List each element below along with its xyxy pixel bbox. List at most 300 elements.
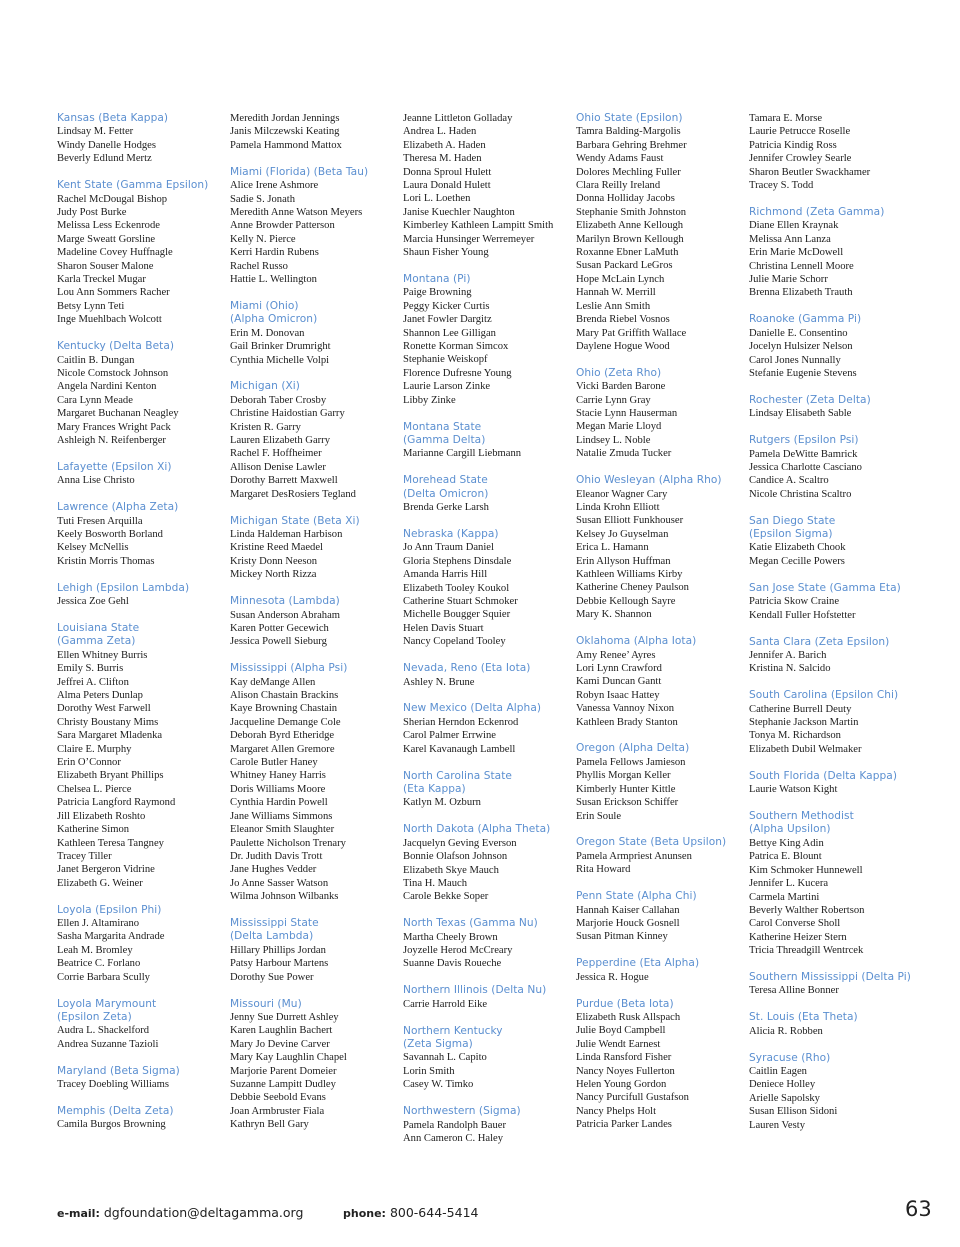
chapter-heading: Pepperdine (Eta Alpha) [576, 957, 700, 970]
donor-name: Deborah Byrd Etheridge [230, 730, 335, 742]
donor-name: Ashleigh N. Reifenberger [57, 434, 166, 446]
donor-name: Arielle Sapolsky [749, 1092, 820, 1104]
chapter-heading: Lehigh (Epsilon Lambda) [57, 581, 190, 594]
chapter-section [403, 1105, 571, 1145]
donor-name: Beverly Edlund Mertz [57, 153, 152, 165]
donor-name: Lorin Smith [403, 1065, 455, 1077]
donor-name: Phyllis Morgan Keller [576, 770, 671, 782]
donor-name: Ellen J. Altamirano [57, 918, 140, 930]
donor-name: Casey W. Timko [403, 1079, 474, 1091]
donor-name: Linda Haldeman Harbison [230, 528, 343, 540]
donor-name: Stephanie Weiskopf [403, 354, 488, 366]
chapter-section [576, 998, 744, 1132]
donor-name: Janis Milczewski Keating [230, 126, 340, 138]
donor-name: Claire E. Murphy [57, 743, 132, 755]
donor-name: Karel Kavanaugh Lambell [403, 743, 516, 755]
chapter-section [57, 340, 225, 447]
donor-name: Katherine Heizer Stern [749, 931, 847, 943]
chapter-heading: Michigan (Xi) [230, 380, 300, 393]
donor-name: Peggy Kicker Curtis [403, 300, 490, 312]
chapter-heading: Southern Methodist (Alpha Upsilon) [749, 810, 854, 836]
chapter-section [230, 300, 398, 367]
chapter-section [57, 1065, 225, 1092]
chapter-heading: Roanoke (Gamma Pi) [749, 313, 862, 326]
donor-name: Julie Marie Schorr [749, 273, 828, 285]
donor-name: Mary Frances Wright Pack [57, 421, 171, 433]
donor-name: Leslie Ann Smith [576, 300, 651, 312]
chapter-section [749, 582, 917, 622]
donor-name: Kathleen Brady Stanton [576, 716, 678, 728]
donor-name: Tamra Balding-Margolis [576, 126, 681, 138]
donor-name: Caitlin Eagen [749, 1066, 807, 1078]
donor-name: Carole Butler Haney [230, 757, 318, 769]
chapter-heading: San Diego State (Epsilon Sigma) [749, 514, 836, 541]
donor-name: Theresa M. Haden [403, 153, 482, 165]
donor-name: Andrea Suzanne Tazioli [57, 1038, 159, 1050]
chapter-section [576, 635, 744, 729]
donor-name: Jessica Zoe Gehl [57, 596, 129, 608]
donor-name: Rachel F. Hoffheimer [230, 448, 322, 460]
phone-number: 800-644-5414 [389, 1205, 479, 1220]
chapter-heading: Minnesota (Lambda) [230, 595, 340, 608]
donor-name: Lauren Vesty [749, 1119, 805, 1131]
donor-name: Jeanne Littleton Golladay [403, 113, 513, 124]
phone-label: phone: [343, 1207, 386, 1220]
chapter-heading: Montana State (Gamma Delta) [403, 420, 486, 446]
donor-name: Kelsey Jo Guyselman [576, 528, 669, 540]
donor-name: Sadie S. Jonath [230, 193, 296, 205]
donor-name: Jenny Sue Durrett Ashley [230, 1011, 339, 1023]
donor-name: Nancy Noyes Fullerton [576, 1065, 675, 1077]
donor-name: Corrie Barbara Scully [57, 971, 150, 983]
chapter-section [576, 367, 744, 461]
chapter-heading: Lawrence (Alpha Zeta) [57, 501, 179, 514]
donor-name: Savannah L. Capito [403, 1052, 487, 1064]
donor-name: Kerri Hardin Rubens [230, 247, 319, 259]
donor-name: Laurie Watson Kight [749, 784, 838, 796]
column-1 [57, 112, 225, 1145]
donor-name: Elizabeth A. Haden [403, 139, 486, 151]
donor-name: Teresa Alline Bonner [749, 985, 839, 997]
chapter-section [57, 501, 225, 568]
chapter-section [403, 770, 571, 810]
donor-name: Cynthia Michelle Volpi [230, 354, 330, 366]
chapter-section [403, 474, 571, 514]
donor-name: Kelsey McNellis [57, 542, 129, 554]
donor-name: Sharon Beutler Swackhamer [749, 166, 871, 178]
donor-name: Carol Converse Sholl [749, 918, 841, 930]
column-2 [230, 112, 398, 1145]
donor-name: Jessica R. Hogue [576, 971, 649, 983]
donor-name: Donna Sproul Hulett [403, 166, 492, 178]
donor-name: Helen Young Gordon [576, 1079, 667, 1090]
chapter-section [230, 917, 398, 984]
chapter-heading: Northern Kentucky (Zeta Sigma) [403, 1024, 503, 1051]
chapter-heading: Montana (Pi) [403, 272, 471, 285]
chapter-heading: Kansas (Beta Kappa) [57, 112, 169, 124]
donor-name: Susan Ellison Sidoni [749, 1106, 838, 1118]
donor-name: Cara Lynn Meade [57, 394, 133, 406]
donor-name: Anne Browder Patterson [230, 220, 335, 232]
donor-name: Candice A. Scaltro [749, 475, 829, 487]
donor-name: Jo Anne Sasser Watson [230, 877, 329, 889]
donor-name: Mary Jo Devine Carver [230, 1038, 330, 1050]
donor-name: Laurie Larson Zinke [403, 381, 491, 393]
donor-name: Katherine Cheney Paulson [576, 582, 689, 594]
chapter-section [749, 394, 917, 421]
donor-name: Katie Elizabeth Chook [749, 542, 846, 554]
donor-name: Mary Pat Griffith Wallace [576, 327, 687, 339]
donor-name: Catherine Burrell Deuty [749, 703, 852, 715]
donor-name: Gail Brinker Drumright [230, 341, 331, 353]
donor-name: Melissa Less Eckenrode [57, 220, 160, 232]
chapter-heading: Michigan State (Beta Xi) [230, 514, 360, 527]
email-link[interactable]: dgfoundation@deltagamma.org [103, 1205, 304, 1220]
donor-name: Marilyn Brown Kellough [576, 233, 684, 245]
donor-name: Elizabeth Skye Mauch [403, 864, 499, 876]
donor-name: Hope McLain Lynch [576, 273, 665, 285]
chapter-section [576, 112, 744, 353]
donor-name: Margaret DesRosiers Tegland [230, 488, 356, 500]
donor-name: Meredith Anne Watson Meyers [230, 206, 363, 218]
chapter-section [403, 528, 571, 649]
donor-name: Ronette Korman Simcox [403, 341, 509, 352]
donor-name: Robyn Isaac Hattey [576, 689, 660, 701]
chapter-section [749, 810, 917, 957]
donor-name: Patricia Skow Craine [749, 596, 840, 608]
chapter-heading: Rochester (Zeta Delta) [749, 393, 871, 406]
donor-name: Hattie L. Wellington [230, 273, 317, 285]
donor-name: Karen Laughlin Bachert [230, 1025, 333, 1037]
donor-name: Erin M. Donovan [230, 327, 305, 339]
donor-name: Tamara E. Morse [749, 113, 823, 124]
donor-name: Anna Lise Christo [57, 475, 135, 487]
donor-name: Christy Boustany Mims [57, 716, 159, 728]
donor-name: Megan Cecille Powers [749, 555, 845, 567]
donor-name: Christine Haidostian Garry [230, 408, 345, 420]
donor-name: Janet Bergeron Vidrine [57, 864, 155, 876]
donor-name: Beatrice C. Forlano [57, 958, 141, 970]
donor-name: Windy Danelle Hodges [57, 139, 157, 151]
donor-name: Rita Howard [576, 864, 631, 876]
donor-name: Jeffrei A. Clifton [57, 676, 129, 688]
donor-name: Stephanie Jackson Martin [749, 717, 859, 729]
donor-name: Pamela DeWitte Bamrick [749, 448, 858, 460]
chapter-section [403, 1025, 571, 1092]
donor-name: Jessica Charlotte Casciano [749, 461, 862, 473]
chapter-section [230, 166, 398, 287]
donor-name: Elizabeth Tooley Koukol [403, 582, 510, 594]
donor-name: Tina H. Mauch [403, 877, 468, 889]
donor-name: Pamela Armpriest Anunsen [576, 850, 692, 862]
donor-name: Tracey Tiller [57, 850, 112, 862]
chapter-section [403, 917, 571, 971]
donor-name: Patricia Parker Landes [576, 1119, 672, 1131]
chapter-heading: Oregon State (Beta Upsilon) [576, 836, 727, 849]
chapter-section [230, 595, 398, 649]
donor-name: Rachel McDougal Bishop [57, 193, 168, 205]
donor-name: Patsy Harbour Martens [230, 958, 329, 970]
donor-name: Tonya M. Richardson [749, 730, 841, 742]
donor-name: Bettye King Adin [749, 837, 824, 849]
donor-name: Elizabeth Bryant Phillips [57, 770, 164, 782]
chapter-heading: Rutgers (Epsilon Psi) [749, 434, 859, 447]
footer-phone [343, 1205, 479, 1220]
donor-name: Ellen Whitney Burris [57, 649, 148, 661]
donor-name: Linda Krohn Elliott [576, 501, 660, 513]
chapter-heading: North Dakota (Alpha Theta) [403, 823, 551, 836]
donor-name: Janet Fowler Dargitz [403, 314, 492, 326]
donor-name: Lou Ann Sommers Racher [57, 287, 170, 299]
chapter-heading: Penn State (Alpha Chi) [576, 890, 697, 903]
chapter-heading: Southern Mississippi (Delta Pi) [749, 971, 911, 984]
donor-name: Laurie Petrucce Roselle [749, 126, 851, 138]
donor-name: Dorothy West Farwell [57, 703, 151, 715]
chapter-heading: Northwestern (Sigma) [403, 1105, 521, 1118]
donor-name: Lori Lynn Crawford [576, 662, 662, 674]
donor-name: Alicia R. Robben [749, 1025, 823, 1037]
donor-name: Brenda Riebel Vosnos [576, 314, 670, 326]
donor-name: Marge Sweatt Gorsline [57, 233, 156, 245]
chapter-heading: Oklahoma (Alpha Iota) [576, 635, 697, 648]
chapter-section [230, 515, 398, 582]
donor-name: Nancy Purcifull Gustafson [576, 1092, 689, 1104]
donor-name: Hillary Phillips Jordan [230, 944, 326, 956]
donor-name: Stefanie Eugenie Stevens [749, 367, 857, 379]
donor-name: Alma Peters Dunlap [57, 690, 143, 702]
donor-name: Betsy Lynn Teti [57, 300, 125, 312]
donor-name: Joan Armbruster Fiala [230, 1105, 325, 1117]
donor-name: Stephanie Smith Johnston [576, 206, 687, 218]
donor-name: Shannon Lee Gilligan [403, 327, 496, 339]
chapter-section [749, 689, 917, 756]
donor-name: Marcia Hunsinger Werremeyer [403, 233, 535, 245]
chapter-heading: Ohio Wesleyan (Alpha Rho) [576, 474, 722, 487]
chapter-section [749, 1052, 917, 1132]
donor-name: Lori L. Loethen [403, 193, 471, 205]
chapter-heading: Oregon (Alpha Delta) [576, 742, 690, 755]
chapter-section [576, 890, 744, 944]
donor-name: Patricia Langford Raymond [57, 797, 176, 809]
donor-name: Susan Pitman Kinney [576, 931, 668, 943]
donor-name: Pamela Randolph Bauer [403, 1119, 506, 1131]
donor-name: Sharon Souser Malone [57, 260, 154, 272]
donor-name: Elizabeth Rusk Allspach [576, 1011, 681, 1023]
donor-name: Jennifer A. Barich [749, 649, 827, 661]
chapter-section [749, 112, 917, 192]
donor-name: Marjorie Parent Domeier [230, 1065, 337, 1077]
chapter-section [403, 273, 571, 407]
donor-name: Caitlin B. Dungan [57, 354, 135, 366]
donor-name: Keely Bosworth Borland [57, 528, 163, 540]
donor-name: Lindsey L. Noble [576, 434, 651, 446]
donor-name: Catherine Stuart Schmoker [403, 596, 518, 607]
donor-name: Janise Kuechler Naughton [403, 206, 515, 218]
donor-name: Patricia Kindig Ross [749, 139, 837, 151]
donor-name: Eleanor Wagner Cary [576, 488, 668, 500]
donor-name: Whitney Haney Harris [230, 770, 326, 782]
donor-name: Wilma Johnson Wilbanks [230, 891, 339, 903]
donor-name: Susan Anderson Abraham [230, 609, 341, 621]
donor-name: Shaun Fisher Young [403, 247, 489, 259]
donor-name: Debbie Kellough Sayre [576, 595, 676, 607]
chapter-section [57, 904, 225, 984]
donor-name: Erin Allyson Huffman [576, 555, 671, 567]
donor-name: Carole Bekke Soper [403, 891, 489, 903]
donor-name: Alice Irene Ashmore [230, 180, 319, 192]
donor-name: Emily S. Burris [57, 663, 124, 675]
chapter-heading: Mississippi State (Delta Lambda) [230, 917, 319, 943]
donor-name: Susan Elliott Funkhouser [576, 515, 684, 527]
donor-name: Kelly N. Pierce [230, 233, 296, 245]
donor-name: Carol Jones Nunnally [749, 354, 841, 366]
chapter-heading: Loyola Marymount (Epsilon Zeta) [57, 997, 157, 1023]
donor-name: Kathleen Teresa Tangney [57, 837, 164, 849]
chapter-section [576, 742, 744, 822]
chapter-heading: Nevada, Reno (Eta Iota) [403, 662, 531, 675]
donor-name: Jennifer Crowley Searle [749, 153, 852, 165]
chapter-section [749, 515, 917, 569]
donor-name: Ann Cameron C. Haley [403, 1133, 504, 1144]
donor-name: Doris Williams Moore [230, 783, 326, 795]
chapter-section [749, 434, 917, 501]
chapter-section [749, 770, 917, 797]
chapter-section [57, 582, 225, 609]
donor-name: Brenna Elizabeth Trauth [749, 287, 853, 299]
donor-name: Dolores Mechling Fuller [576, 166, 681, 178]
column-5 [749, 112, 917, 1146]
donor-name: Danielle E. Consentino [749, 327, 848, 339]
donor-name: Wendy Adams Faust [576, 153, 664, 165]
donor-name: Mary Kay Laughlin Chapel [230, 1052, 347, 1064]
donor-name: Hannah Kaiser Callahan [576, 904, 680, 916]
donor-name: Tracey S. Todd [749, 180, 814, 192]
donor-name: Suzanne Lampitt Dudley [230, 1079, 336, 1090]
donor-name: Leah M. Bromley [57, 944, 133, 956]
donor-name: Susan Erickson Schiffer [576, 797, 679, 809]
donor-name: Margaret Buchanan Neagley [57, 408, 179, 420]
donor-name: Kristine Reed Maedel [230, 542, 323, 554]
chapter-section [403, 662, 571, 689]
donor-name: Marjorie Houck Gosnell [576, 917, 680, 929]
donor-name: Kay deMange Allen [230, 676, 316, 688]
donor-name: Chelsea L. Pierce [57, 783, 132, 795]
chapter-section [57, 112, 225, 166]
chapter-heading: Mississippi (Alpha Psi) [230, 662, 348, 675]
donor-name: Camila Burgos Browning [57, 1119, 166, 1131]
chapter-heading: Loyola (Epsilon Phi) [57, 903, 162, 916]
chapter-section [57, 461, 225, 488]
chapter-section [57, 998, 225, 1052]
chapter-section [230, 998, 398, 1132]
chapter-section [403, 702, 571, 756]
chapter-section [576, 474, 744, 621]
chapter-heading: Richmond (Zeta Gamma) [749, 205, 885, 218]
donor-name: Audra L. Shackelford [57, 1025, 150, 1037]
donor-name: Deborah Taber Crosby [230, 394, 327, 406]
donor-name: Bonnie Olafson Johnson [403, 851, 508, 863]
donor-name: Carrie Lynn Gray [576, 394, 651, 406]
donor-name: Nicole Comstock Johnson [57, 367, 169, 379]
chapter-section [576, 957, 744, 984]
donor-name: Clara Reilly Ireland [576, 180, 661, 192]
donor-name: Tricia Threadgill Wentrcek [749, 945, 864, 957]
donor-name: Allison Denise Lawler [230, 461, 326, 473]
donor-name: Paige Browning [403, 287, 472, 299]
donor-name: Christina Lennell Moore [749, 260, 854, 272]
donor-name: Hannah W. Merrill [576, 287, 656, 299]
donor-name: Carrie Harrold Eike [403, 998, 488, 1010]
donor-name: Meredith Jordan Jennings [230, 113, 340, 124]
donor-name: Erin O’Connor [57, 757, 121, 769]
chapter-heading: San Jose State (Gamma Eta) [749, 581, 901, 594]
donor-name: Brenda Gerke Larsh [403, 502, 489, 514]
donor-name: Rachel Russo [230, 260, 288, 272]
donor-name: Dr. Judith Davis Trott [230, 850, 323, 862]
donor-name: Diane Ellen Kraynak [749, 220, 839, 232]
donor-name: Elizabeth Dubil Welmaker [749, 743, 862, 755]
chapter-heading: Purdue (Beta Iota) [576, 997, 674, 1010]
donor-name: Stacie Lynn Hauserman [576, 408, 678, 420]
donor-name: Suanne Davis Roueche [403, 958, 502, 970]
donor-name: Carmela Martini [749, 891, 820, 903]
donor-name: Sasha Margarita Andrade [57, 931, 165, 943]
donor-name: Katlyn M. Ozburn [403, 797, 481, 809]
chapter-section [230, 380, 398, 501]
donor-name: Dorothy Sue Power [230, 971, 314, 983]
donor-name: Jacquelyn Geving Everson [403, 837, 517, 849]
page-number: 63 [905, 1197, 932, 1221]
donor-name: Karen Potter Gecewich [230, 622, 329, 634]
donor-name: Dorothy Barrett Maxwell [230, 475, 338, 487]
chapter-section [403, 823, 571, 903]
chapter-section [576, 836, 744, 876]
donor-name: Beverly Walther Robertson [749, 904, 865, 916]
chapter-heading: St. Louis (Eta Theta) [749, 1011, 858, 1024]
donor-name: Paulette Nicholson Trenary [230, 837, 346, 849]
chapter-section [749, 971, 917, 998]
donor-name: Jocelyn Hulsizer Nelson [749, 341, 853, 353]
chapter-section [57, 622, 225, 890]
donor-name: Florence Dufresne Young [403, 367, 512, 379]
chapter-heading: Ohio (Zeta Rho) [576, 366, 662, 379]
column-3 [403, 112, 571, 1159]
chapter-heading: New Mexico (Delta Alpha) [403, 702, 542, 715]
donor-name: Nancy Phelps Holt [576, 1105, 657, 1117]
donor-name: Kaye Browning Chastain [230, 703, 338, 715]
donor-name: Tracey Doebling Williams [57, 1079, 169, 1091]
donor-name: Andrea L. Haden [403, 126, 477, 138]
chapter-heading: Kent State (Gamma Epsilon) [57, 179, 209, 192]
donor-name: Madeline Covey Huffnagle [57, 247, 173, 259]
donor-name: Kristina N. Salcido [749, 663, 831, 675]
donor-name: Kathryn Bell Gary [230, 1119, 309, 1131]
donor-name: Mickey North Rizza [230, 569, 317, 581]
donor-name: Deniece Holley [749, 1079, 816, 1091]
donor-name: Angela Nardini Kenton [57, 381, 157, 393]
donor-name: Susan Packard LeGros [576, 260, 673, 272]
donor-name: Barbara Gehring Brehmer [576, 139, 687, 151]
donor-name: Melissa Ann Lanza [749, 233, 831, 245]
chapter-heading: Syracuse (Rho) [749, 1051, 831, 1064]
donor-name: Nicole Christina Scaltro [749, 488, 852, 500]
chapter-heading: Louisiana State (Gamma Zeta) [57, 622, 140, 648]
donor-name: Karla Treckel Mugar [57, 273, 146, 285]
donor-name: Erica L. Hamann [576, 542, 649, 554]
chapter-section [749, 636, 917, 676]
chapter-heading: Lafayette (Epsilon Xi) [57, 460, 172, 473]
chapter-section [57, 179, 225, 326]
